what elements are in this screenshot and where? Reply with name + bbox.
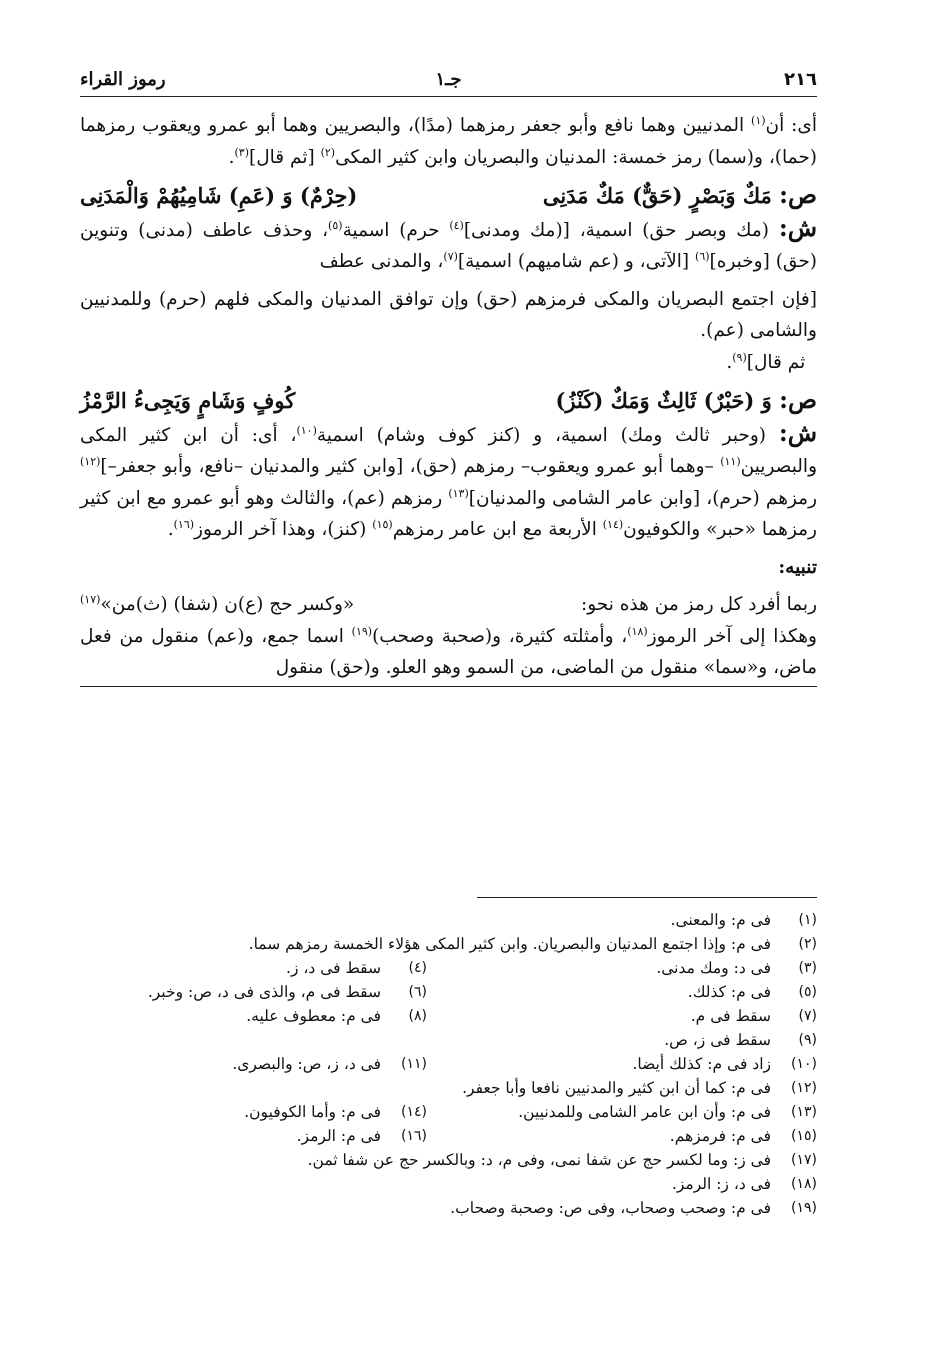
footnote-number: (١٠) — [791, 1056, 817, 1072]
footnote-row — [80, 1124, 817, 1148]
footnote-number: (١٢) — [791, 1080, 817, 1096]
footnote-text: فى ز: وما لكسر حج عن شفا نمى، وفى م، د: وبالكسر حج عن شفا ثمن. — [307, 1151, 771, 1169]
footnote-item — [671, 908, 817, 932]
footnote-item — [308, 1148, 817, 1172]
verse-line-2 — [80, 384, 817, 417]
footnote-row — [80, 1004, 817, 1028]
footnote-number: (١٣) — [791, 1104, 817, 1120]
footnote-number: (٤) — [408, 960, 427, 976]
footnote-item — [427, 1100, 817, 1124]
footnote-item — [249, 932, 817, 956]
footnote-text: فى د، ز، ص: والبصرى. — [232, 1055, 381, 1073]
footnote-item — [244, 1100, 427, 1124]
footnote-text: فى م: الرمز. — [296, 1127, 381, 1145]
footnote-number: (١٧) — [791, 1152, 817, 1168]
footnote-number: (١) — [798, 912, 817, 928]
footnote-text: فى م: معطوف عليه. — [246, 1007, 381, 1025]
footnote-item — [148, 980, 427, 1004]
footnote-number: (٧) — [798, 1008, 817, 1024]
footnotes — [80, 908, 817, 1220]
commentary-2: ش: (وحبر ثالث ومك) اسمية، و (كنز كوف وشام) اسمية$^{(١٠)}$، أى: أن ابن كثير المكى والبصريين$^{(١١)}$ –وهما أبو عمرو ويعقوب– رمزهم (حق)، [وابن كثير والمدنيان –نافع، وأبو جعفر–]$^{(١٢)}$ رمزهم (حرم)، [وابن عامر الشامى والمدنيان]$^{(١٣)}$ رمزهم (عم)، والثالث وهو أبو عمرو مع ابن كثير رمزهما «حبر» والكوفيون$^{(١٤)}$ الأربعة مع ابن عامر رمزهم$^{(١٥)}$ (كنز)، وهذا آخر الرموز$^{(١٦)}$. — [80, 417, 817, 540]
footnote-item — [427, 980, 817, 1004]
footnote-row — [80, 1148, 817, 1172]
main-text — [80, 110, 817, 687]
footnote-number: (١٨) — [791, 1176, 817, 1192]
footnote-text: سقط فى ز، ص. — [664, 1031, 771, 1049]
footnote-row — [80, 956, 817, 980]
footnote-number: (١٥) — [791, 1128, 817, 1144]
footnote-row — [80, 1076, 817, 1100]
footnote-text: فى د، ز: الرمز. — [671, 1175, 771, 1193]
footnote-number: (١٩) — [791, 1200, 817, 1216]
footnote-item — [246, 1004, 427, 1028]
footnote-text: فى م: وأما الكوفيون. — [244, 1103, 381, 1121]
verse-label: ص: — [779, 385, 817, 414]
paragraph-then-said: ثم قال]$^{(٩)}$. — [726, 350, 806, 373]
verse-hemistich-2: (حِرْمٌ) وَ (عَمِ) شَامِيُهُمْ وَالْمَدَنِى — [80, 183, 358, 208]
footnote-divider — [477, 897, 817, 898]
footnote-row — [80, 1100, 817, 1124]
footnote-row — [80, 1172, 817, 1196]
verse-line-1 — [80, 179, 817, 212]
footnote-text: فى م: وصحب وصحاب، وفى ص: وصحبة وصحاب. — [450, 1199, 771, 1217]
footnote-text: سقط فى م، والذى فى د، ص: وخبر. — [147, 983, 381, 1001]
commentary-1: ش: (مك وبصر حق) اسمية، [(مك ومدنى]$^{(٤)}$ حرم) اسمية$^{(٥)}$، وحذف عاطف (مدنى) وتنوين (حق) [وخبره]$^{(٦)}$ [الآتى، و (عم شاميهم) اسمية]$^{(٧)}$، والمدنى عطف — [80, 212, 817, 272]
footnote-item — [427, 1052, 817, 1076]
footnote-text: زاد فى م: كذلك أيضا. — [632, 1055, 771, 1073]
footnote-text: فى م: وإذا اجتمع المدنيان والبصريان. وابن كثير المكى هؤلاء الخمسة رمزهم سما. — [248, 935, 771, 953]
footnote-row — [80, 1028, 817, 1052]
footnote-number: (٨) — [408, 1008, 427, 1024]
footnote-item — [672, 1172, 817, 1196]
footnote-item — [450, 1196, 817, 1220]
footnote-number: (٢) — [798, 936, 817, 952]
volume-label: جـ١ — [435, 69, 462, 90]
footnote-number: (٣) — [798, 960, 817, 976]
footnote-item — [427, 1124, 817, 1148]
footnote-item — [462, 1076, 817, 1100]
footnote-item — [427, 956, 817, 980]
footnote-number: (٦) — [408, 984, 427, 1000]
footnote-item — [286, 956, 427, 980]
footnote-row — [80, 908, 817, 932]
footnote-item — [297, 1124, 427, 1148]
footnote-item — [232, 1052, 427, 1076]
footnote-item — [664, 1028, 817, 1052]
footnote-row — [80, 980, 817, 1004]
footnote-number: (١٤) — [401, 1104, 427, 1120]
footnote-text: فى م: وأن ابن عامر الشامى وللمدنيين. — [518, 1103, 771, 1121]
footnote-text: سقط فى م. — [690, 1007, 771, 1025]
verse-hemistich-1: وَ (حَبْرٌ) ثَالِثٌ وَمَكٌ (كَنْزُ) — [555, 388, 772, 413]
footnote-row — [80, 1196, 817, 1220]
paragraph-example: ربما أفرد كل رمز من هذه نحو: «وكسر حج (ع)ن (شفا) (ث)من»$^{(١٧)}$ — [80, 592, 817, 615]
footnote-text: فى م: كذلك. — [687, 983, 771, 1001]
footnote-text: سقط فى د، ز. — [286, 959, 381, 977]
footnote-number: (١٦) — [401, 1128, 427, 1144]
footnote-number: (١١) — [401, 1056, 427, 1072]
paragraph-bracketed: [فإن اجتمع البصريان والمكى فرمزهم (حق) وإن توافق المدنيان والمكى فلهم (حرم) وللمدنيين والشامى (عم). — [80, 288, 817, 341]
verse-hemistich-2: كُوفٍ وَشَامٍ وَيَجِىءُ الرَّمْزُ — [80, 388, 296, 413]
footnote-row — [80, 932, 817, 956]
footnote-number: (٩) — [798, 1032, 817, 1048]
verse-label: ص: — [779, 180, 817, 209]
running-title: رموز القراء — [80, 69, 166, 90]
note-heading: تنبيه: — [778, 556, 817, 578]
paragraph-closing: وهكذا إلى آخر الرموز$^{(١٨)}$، وأمثلته كثيرة، و(صحبة وصحب)$^{(١٩)}$ اسما جمع، و(عم) منقول من فعل ماض، و«سما» منقول من الماضى، من السمو وهو العلو. و(حق) منقول — [80, 621, 817, 687]
footnote-text: فى د: ومك مدنى. — [656, 959, 771, 977]
paragraph-intro: أى: أن$^{(١)}$ المدنيين وهما نافع وأبو جعفر رمزهما (مدًا)، والبصريين وهما أبو عمرو ويعقوب رمزهما (حما)، و(سما) رمز خمسة: المدنيان والبصريان وابن كثير المكى$^{(٢)}$ [ثم قال]$^{(٣)}$. — [80, 113, 817, 168]
page-number: ٢١٦ — [784, 69, 817, 90]
page-header — [80, 62, 817, 97]
footnote-row — [80, 1052, 817, 1076]
footnote-number: (٥) — [798, 984, 817, 1000]
footnote-text: فى م: والمعنى. — [670, 911, 771, 929]
footnote-item — [427, 1004, 817, 1028]
verse-hemistich-1: مَكٌ وَبَصْرٍ (حَقٌّ) مَكٌ مَدَنِى — [542, 183, 772, 208]
footnote-text: فى م: كما أن ابن كثير والمدنيين نافعا وأبا جعفر. — [462, 1079, 771, 1097]
footnote-text: فى م: فرمزهم. — [669, 1127, 771, 1145]
